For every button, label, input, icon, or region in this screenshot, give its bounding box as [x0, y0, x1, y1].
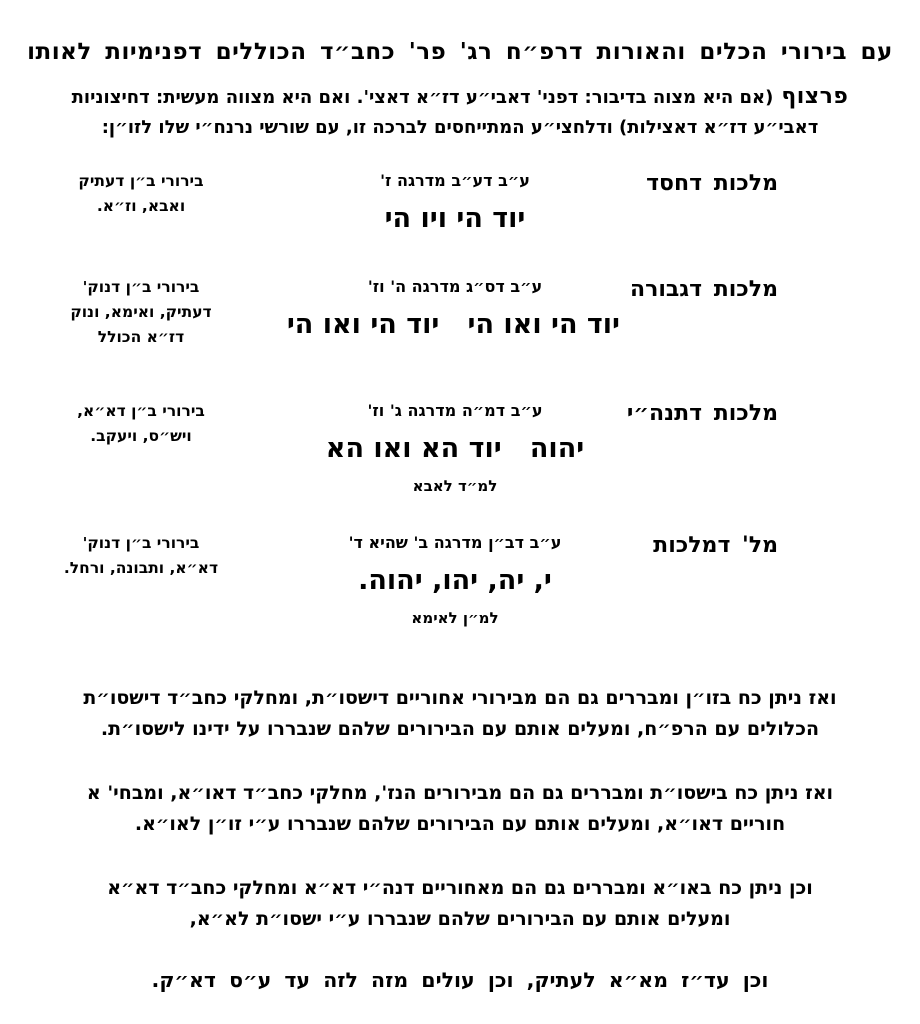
paragraph-line: חוריים דאו״א, ומעלים אותם עם הבירורים שלהם שנבררו ע״י זו״ן לאו״א.	[134, 813, 786, 835]
body-paragraphs	[0, 683, 920, 992]
waters-note: למ״ן לאימא	[411, 609, 499, 627]
birur-note	[0, 531, 290, 667]
header-block	[0, 34, 920, 143]
kavanah-table	[0, 169, 920, 667]
birur-line: בירורי ב״ן דנוק'	[82, 534, 200, 552]
row-middle-column	[286, 275, 620, 399]
row-middle-column	[290, 169, 620, 275]
birur-line: דא״א, ותבונה, ורחל.	[63, 559, 219, 577]
paragraph-line: ואז ניתן כח בזו״ן ומבררים גם הם מבירורי אחוריים דישסו״ת, ומחלקי כחב״ד דישסו״ת	[83, 687, 837, 709]
paragraph-yissut	[0, 778, 920, 840]
row-label: מלכות דחסד	[646, 171, 778, 196]
birur-note	[0, 399, 290, 531]
birur-note	[0, 169, 290, 275]
header-line-1: עם בירורי הכלים והאורות דרפ״ח רג' פר' כחב״ד הכוללים דפנימיות לאותו	[27, 39, 893, 65]
birur-line: בירורי ב״ן דעתיק	[78, 172, 204, 190]
row-middle-column	[290, 531, 620, 667]
grade-line: ע״ב דב״ן מדרגה ב' שהיא ד'	[348, 533, 562, 552]
paragraph-zun	[0, 683, 920, 745]
header-line-2	[0, 82, 920, 113]
birur-line: בירורי ב״ן דא״א,	[77, 402, 205, 420]
paragraph-line: הכלולים עם הרפ״ח, ומעלים אותם עם הבירורים שלהם שנבררו על ידינו לישסו״ת.	[100, 718, 820, 740]
grade-line: ע״ב דע״ב מדרגה ז'	[380, 171, 530, 190]
row-label: מלכות דתנה״י	[626, 401, 778, 426]
table-row-malchut-digvurah	[0, 275, 920, 399]
table-row-malchut-demalchut	[0, 531, 920, 667]
divine-name-spelling: יהוה יוד הא ואו הא	[325, 433, 585, 464]
header-line-2-text: (אם היא מצוה בדיבור: דפני' דאבי״ע דז״א דאצי'. ואם היא מצווה מעשית: דחיצוניות	[71, 87, 774, 108]
birur-note	[0, 275, 290, 399]
grade-line: ע״ב דס״ג מדרגה ה' וז'	[367, 277, 543, 296]
row-middle-column	[290, 399, 620, 531]
birur-line: בירורי ב״ן דנוק'	[82, 278, 200, 296]
paragraph-line: וכן ניתן כח באו״א ומבררים גם הם מאחוריים דנה״י דא״א ומחלקי כחב״ד דא״א	[107, 877, 813, 899]
row-label: מלכות דגבורה	[629, 277, 778, 302]
paragraph-ova	[0, 873, 920, 935]
paragraph-line: ומעלים אותם עם הבירורים שלהם שנבררו ע״י ישסו״ת לא״א,	[189, 908, 731, 930]
birur-line: ויש״ס, ויעקב.	[90, 427, 192, 445]
table-row-malchut-detanhi	[0, 399, 920, 531]
grade-line: ע״ב דמ״ה מדרגה ג' וז'	[367, 401, 543, 420]
partzuf-lead-word: פרצוף	[781, 84, 849, 109]
row-label: מל' דמלכות	[653, 533, 778, 558]
header-line-3: דאבי״ע דז״א דאצילות) ודלחצי״ע המתייחסים לברכה זו, עם שורשי נרנח״י שלו לזו״ן:	[101, 117, 819, 138]
paragraph-line: ואז ניתן כח בישסו״ת ומבררים גם הם מבירורים הנז', מחלקי כחב״ד דאו״א, ומבחי' א	[86, 782, 834, 804]
birur-line: ואבא, וז״א.	[96, 197, 186, 215]
divine-name-spelling: י, יה, יהו, יהוה.	[358, 565, 552, 596]
closing-line: וכן עד״ז מא״א לעתיק, וכן עולים מזה לזה עד ע״ס דא״ק.	[151, 968, 769, 992]
table-row-malchut-dechesed	[0, 169, 920, 275]
divine-name-spelling: יוד הי ויו הי	[384, 203, 526, 234]
waters-note: למ״ד לאבא	[412, 477, 498, 495]
birur-line: דעתיק, ואימא, ונוק	[70, 303, 212, 321]
divine-name-spelling: יוד הי ואו הי יוד הי ואו הי	[286, 309, 620, 340]
birur-line: דז״א הכולל	[97, 328, 185, 346]
